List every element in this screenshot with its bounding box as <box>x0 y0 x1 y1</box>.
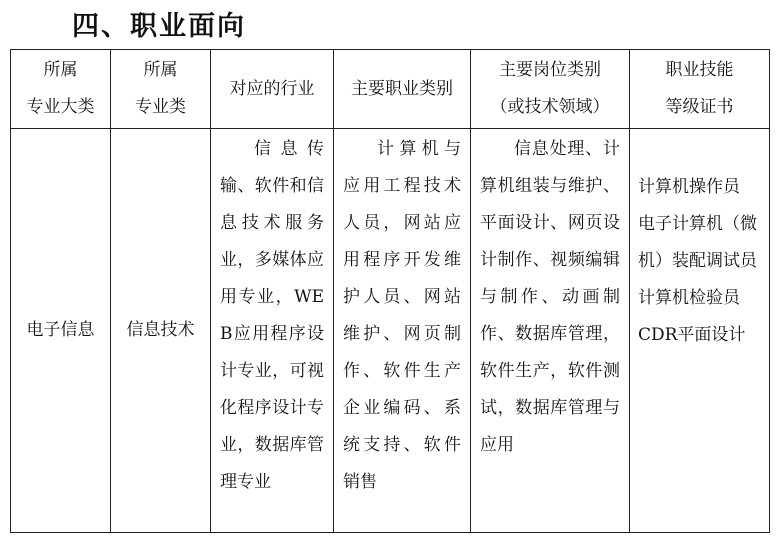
header-line: 等级证书 <box>665 97 734 117</box>
header-positions <box>471 50 630 129</box>
cell-industries <box>211 129 334 533</box>
industries-text: 信息传输、软件和信息技术服务业，多媒体应用专业，WEB应用程序设计专业，可视化程序设计专业，数据库管理专业 <box>220 139 324 492</box>
career-orientation-table <box>10 49 770 533</box>
header-line: （或技术领域） <box>490 97 610 117</box>
cell-major-category: 电子信息 <box>11 129 111 533</box>
cell-major-class: 信息技术 <box>111 129 211 533</box>
header-line: 专业类 <box>135 97 186 117</box>
header-line: 主要职业类别 <box>351 78 453 99</box>
certificate-item: 计算机操作员 <box>638 177 740 197</box>
table-row <box>11 129 770 533</box>
cell-positions <box>471 129 630 533</box>
cell-certificates <box>630 129 770 533</box>
header-major-category <box>11 50 111 129</box>
positions-text: 信息处理、计算机组装与维护、平面设计、网页设计制作、视频编辑与制作、动画制作、数据库管理，软件生产，软件测试，数据库管理与应用 <box>480 139 620 455</box>
table-header-row <box>11 50 770 129</box>
certificate-item: 电子计算机（微机）装配调试员 <box>638 214 757 271</box>
certificates-list <box>630 129 769 354</box>
header-occupations <box>334 50 471 129</box>
section-title: 四、职业面向 <box>72 11 246 42</box>
certificate-item: 计算机检验员 <box>638 288 740 308</box>
occupations-text: 计算机与应用工程技术人员，网站应用程序开发维护人员、网站维护、网页制作、软件生产企业编码、系统支持、软件销售 <box>343 139 461 492</box>
header-major-class <box>111 50 211 129</box>
header-line: 专业大类 <box>26 97 95 117</box>
certificate-item: CDR平面设计 <box>638 325 746 345</box>
cell-occupations <box>334 129 471 533</box>
header-line: 对应的行业 <box>229 78 315 99</box>
header-line: 职业技能 <box>665 60 734 80</box>
header-line: 所属 <box>43 60 78 80</box>
header-certificates <box>630 50 770 129</box>
header-line: 主要岗位类别 <box>499 60 601 80</box>
header-line: 所属 <box>143 60 178 80</box>
header-industries <box>211 50 334 129</box>
